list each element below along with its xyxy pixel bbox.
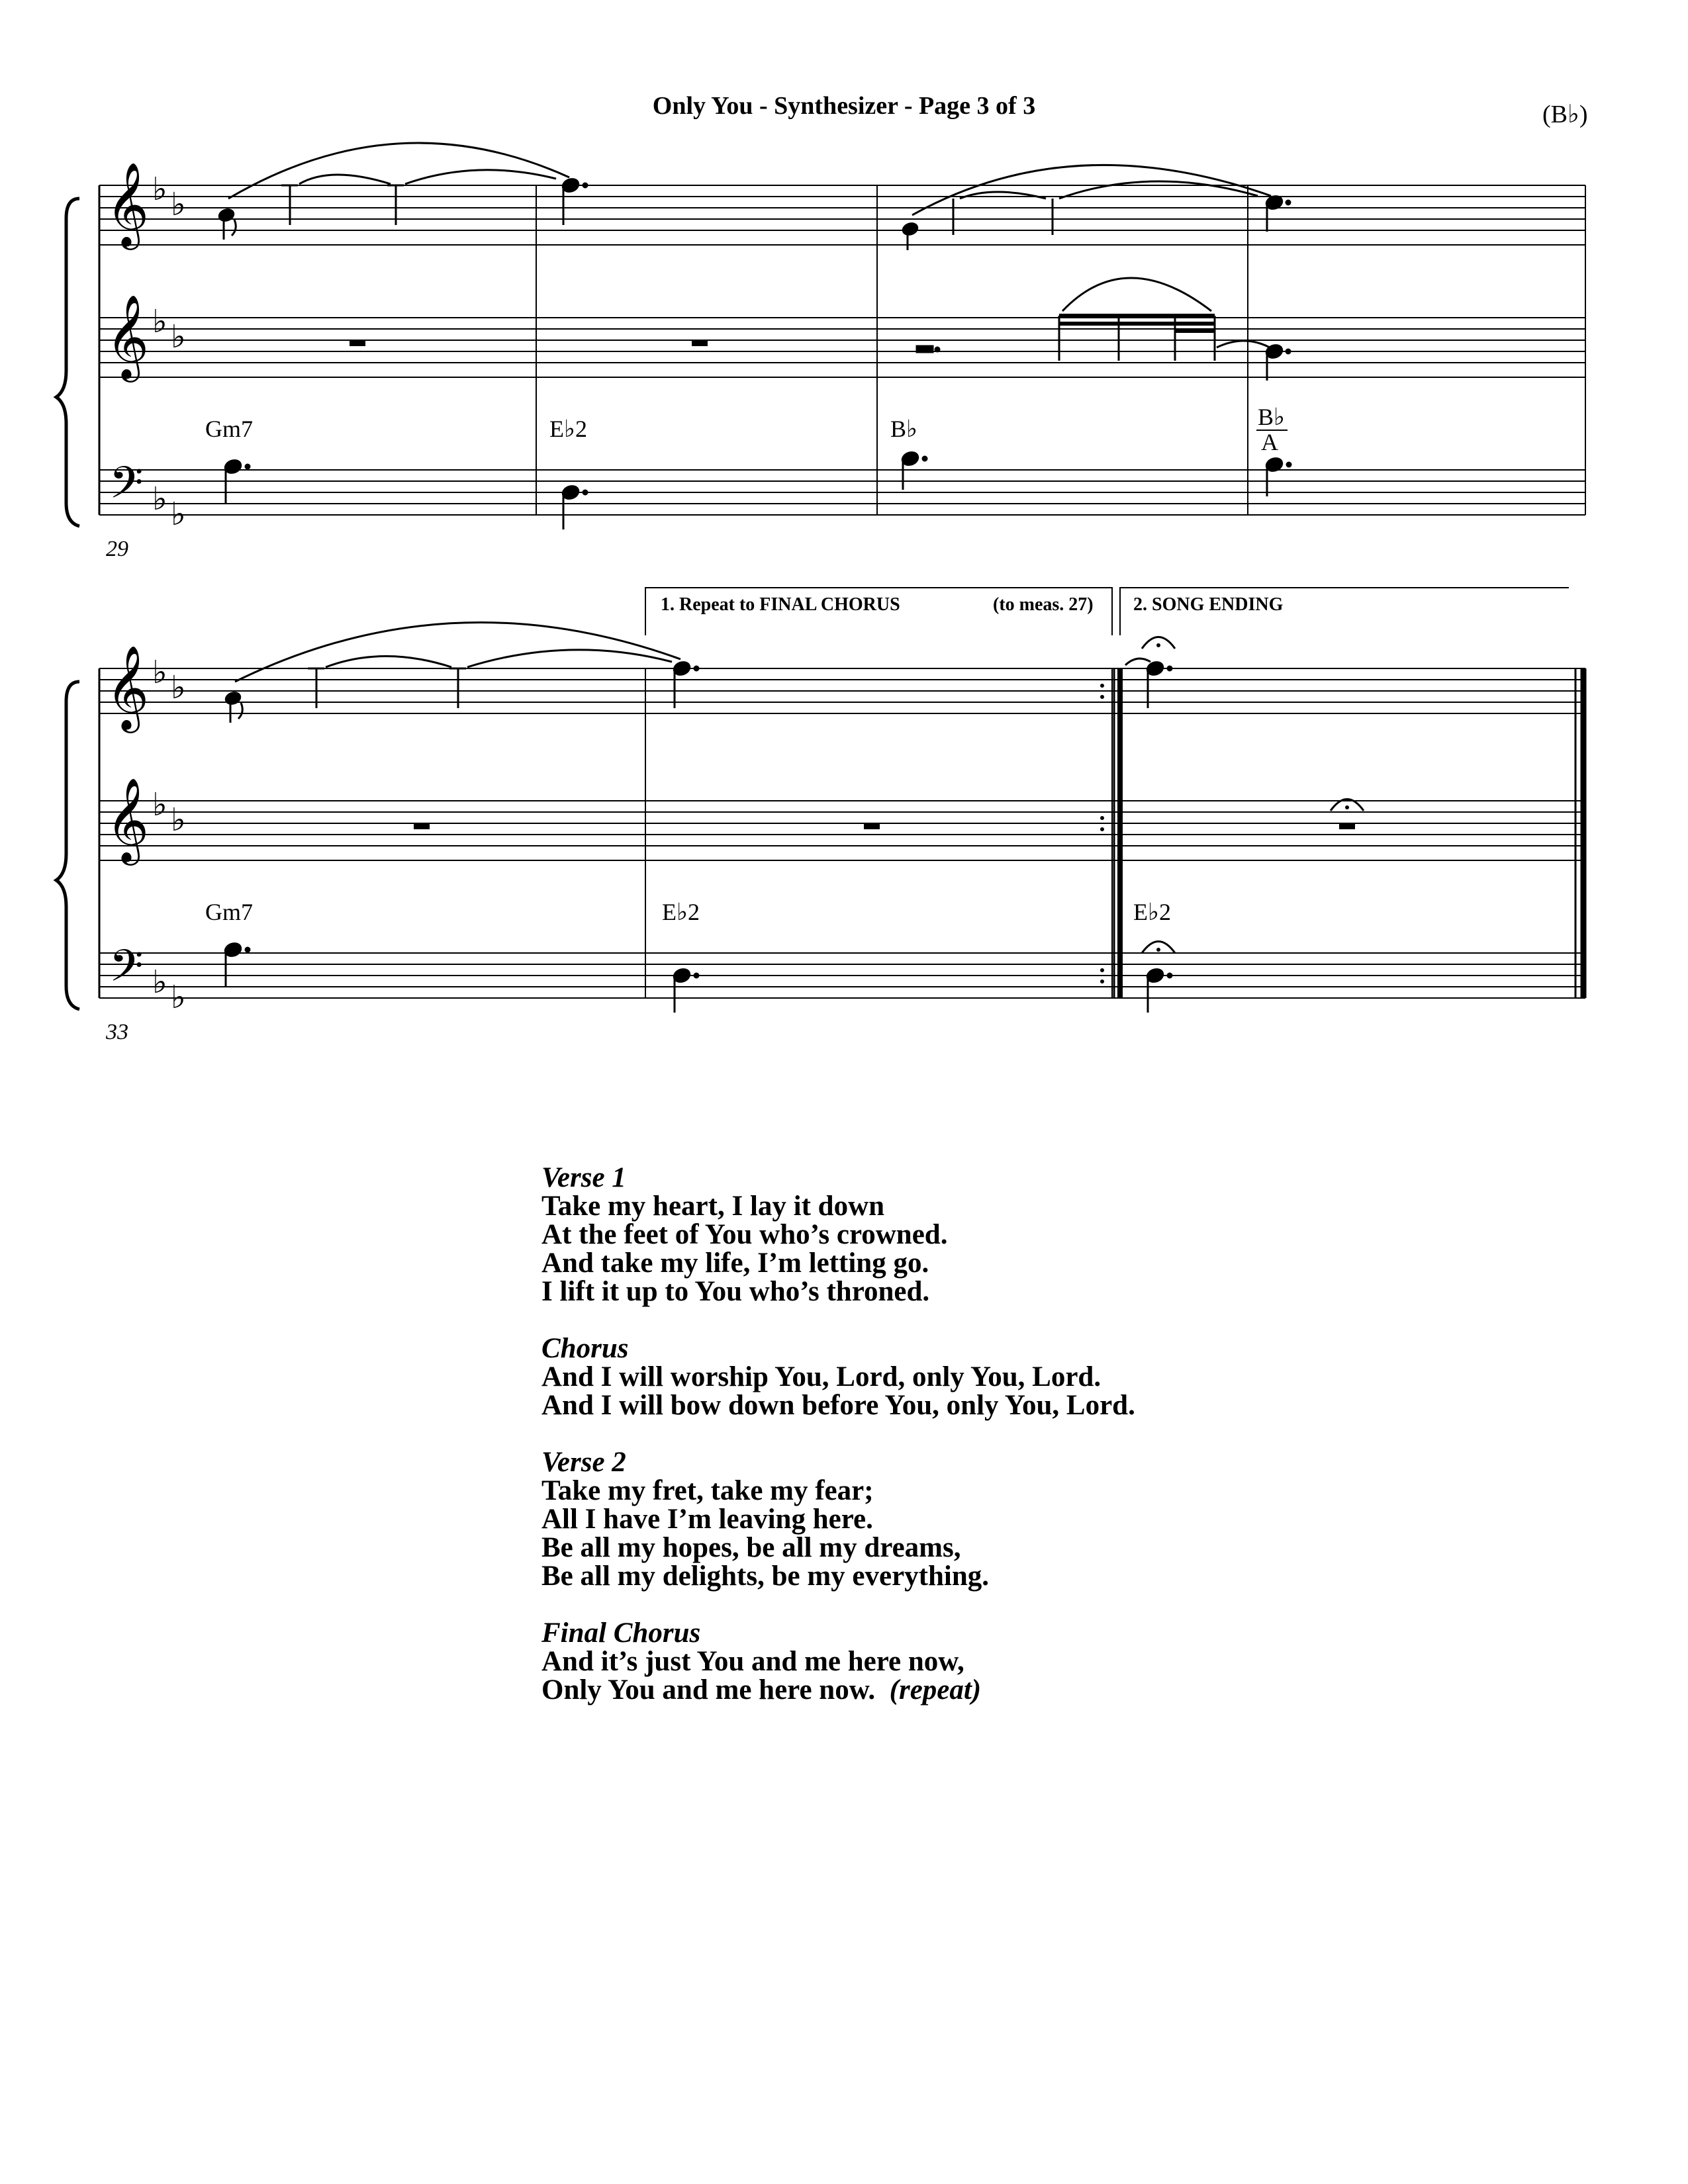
melody-notes	[218, 177, 1290, 250]
lyric-line: And take my life, I’m letting go.	[541, 1248, 929, 1279]
lyric-line: Be all my hopes, be all my dreams,	[541, 1532, 961, 1563]
bass-notes	[224, 450, 1291, 529]
measure-number: 33	[106, 1020, 128, 1044]
system-brace	[56, 682, 79, 1009]
repeat-instruction: (repeat)	[889, 1674, 982, 1706]
final-barline	[1575, 668, 1583, 998]
svg-text:♭: ♭	[152, 171, 167, 208]
treble-clef-icon: 𝄞	[106, 777, 150, 862]
svg-text:♭: ♭	[171, 669, 186, 706]
key-label: (B♭)	[1542, 101, 1588, 128]
svg-text:♭: ♭	[152, 786, 167, 823]
ending-1-label: 1. Repeat to FINAL CHORUS	[661, 594, 900, 615]
lyrics-block	[541, 1163, 1135, 1733]
lyrics-section	[541, 1163, 1135, 1306]
chord-symbol: Gm7	[205, 899, 253, 925]
staff-treble-2	[99, 318, 1585, 377]
treble-clef-icon: 𝄞	[106, 645, 150, 729]
lyric-line: At the feet of You who’s crowned.	[541, 1219, 948, 1250]
svg-text:♭: ♭	[152, 964, 167, 1001]
ending-1-note: (to meas. 27)	[993, 594, 1094, 615]
chord-symbol-bass: A	[1261, 429, 1278, 455]
treble-clef-icon: 𝄞	[106, 161, 150, 246]
chord-symbol: E♭2	[662, 899, 700, 925]
lyric-line	[541, 1676, 1135, 1704]
chord-symbol: Gm7	[205, 416, 253, 442]
svg-text:♭: ♭	[171, 801, 186, 839]
bass-clef-icon: 𝄢	[109, 940, 144, 1002]
repeat-barline	[1114, 668, 1120, 998]
lyric-line: Take my heart, I lay it down	[541, 1191, 885, 1222]
lyric-text: Only You and me here now.	[541, 1674, 876, 1706]
section-title: Chorus	[541, 1333, 629, 1364]
harmony-notes	[917, 316, 1290, 381]
whole-rest-icon	[414, 823, 1355, 829]
system-brace	[56, 199, 79, 526]
svg-text:♭: ♭	[152, 654, 167, 691]
page-title: Only You - Synthesizer - Page 3 of 3	[652, 92, 1036, 120]
measure-number: 29	[106, 537, 128, 561]
lyrics-section	[541, 1334, 1135, 1420]
section-title: Verse 1	[541, 1162, 626, 1193]
svg-text:♭: ♭	[171, 318, 186, 355]
system-1	[56, 143, 1585, 561]
lyric-line: I lift it up to You who’s throned.	[541, 1276, 930, 1307]
svg-text:♭: ♭	[171, 496, 186, 533]
lyrics-section	[541, 1448, 1135, 1590]
lyric-line: Be all my delights, be my everything.	[541, 1561, 990, 1592]
bass-notes	[224, 941, 1172, 1013]
ending-2-label: 2. SONG ENDING	[1133, 594, 1284, 615]
svg-text:♭: ♭	[171, 979, 186, 1016]
system-2	[56, 588, 1585, 1044]
section-title: Final Chorus	[541, 1617, 701, 1649]
chord-symbol: E♭2	[549, 416, 587, 442]
score	[0, 0, 1688, 1059]
treble-clef-icon: 𝄞	[106, 294, 150, 379]
lyric-line: All I have I’m leaving here.	[541, 1504, 873, 1535]
staff-treble-1	[99, 185, 1585, 245]
fermata-icon	[1142, 637, 1364, 954]
whole-rest-icon	[350, 340, 708, 346]
section-title: Verse 2	[541, 1447, 626, 1478]
staff-bass	[99, 470, 1585, 515]
chord-symbol: E♭2	[1133, 899, 1171, 925]
svg-text:♭: ♭	[152, 480, 167, 518]
chord-symbol: B♭	[890, 416, 917, 442]
lyrics-section	[541, 1619, 1135, 1704]
lyric-line: And it’s just You and me here now,	[541, 1646, 964, 1677]
chord-symbol: B♭	[1258, 404, 1285, 430]
svg-text:♭: ♭	[152, 303, 167, 340]
lyric-line: Take my fret, take my fear;	[541, 1475, 874, 1506]
bass-clef-icon: 𝄢	[109, 457, 144, 519]
lyric-line: And I will bow down before You, only You, Lord.	[541, 1390, 1135, 1421]
svg-text:♭: ♭	[171, 186, 186, 223]
lyric-line: And I will worship You, Lord, only You, Lord.	[541, 1361, 1102, 1392]
